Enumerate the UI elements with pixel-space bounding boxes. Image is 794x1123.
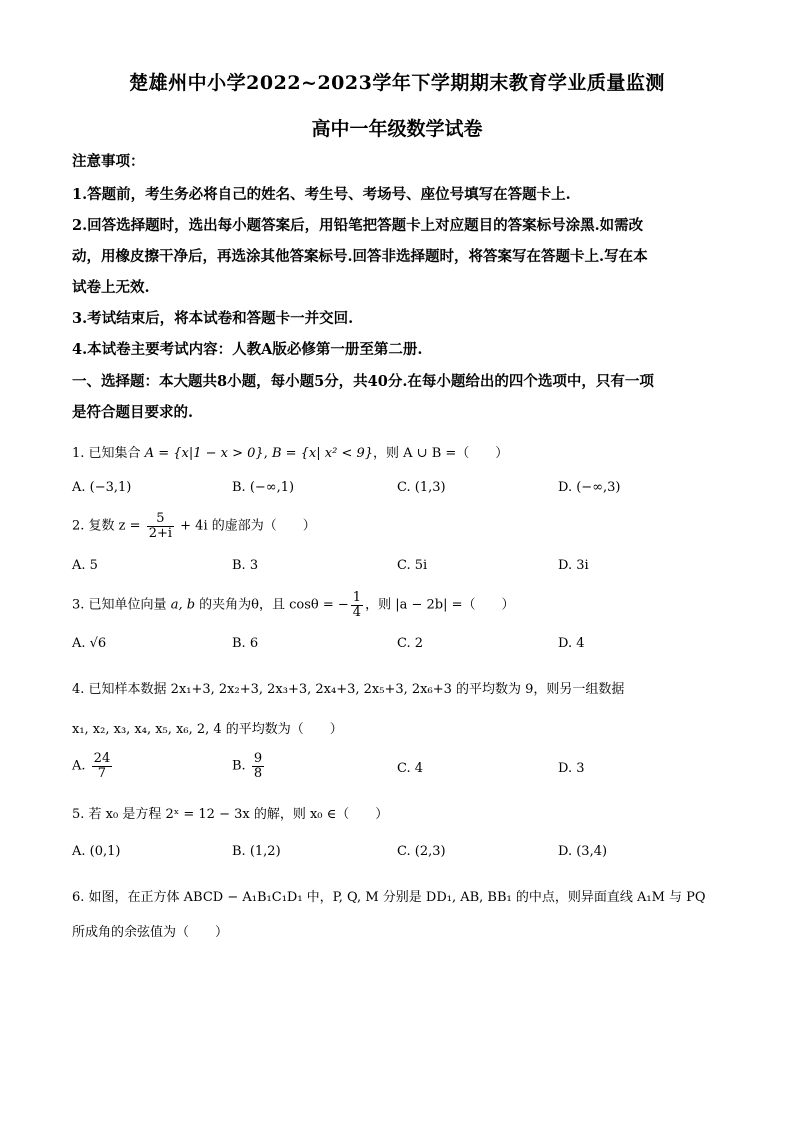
note-2-text-b: 动，用橡皮擦干净后，再选涂其他答案标号.回答非选择题时，将答案写在答题卡上.写在本 [72,248,648,265]
q2-prefix: 2. 复数 z = [72,518,141,534]
question-4-line2: x₁, x₂, x₃, x₄, x₅, x₆, 2, 4 的平均数为（ ） [72,722,343,737]
question-1: 1. 已知集合 A = {x|1 − x > 0}, B = {x| x² < 9}，则 A ∪ B =（ ） [72,446,509,461]
note-2-line2 [72,245,648,266]
q2-option-a: A. 5 [72,558,98,573]
q4-option-b-num: 9 [253,751,263,766]
question-6-line1: 6. 如图，在正方体 ABCD − A₁B₁C₁D₁ 中，P, Q, M 分别是 DD₁, AB, BB₁ 的中点，则异面直线 A₁M 与 PQ [72,890,706,905]
q4-option-b [232,752,266,780]
q1-set-b: B = {x| x² < 9} [271,446,374,461]
q2-denominator: 2+i [148,525,173,541]
q1-option-d: D. (−∞,3) [558,480,621,495]
q2-suffix: 的虚部为（ ） [211,518,316,534]
note-3 [72,307,353,328]
q2-mid: + 4i [180,518,208,534]
q3-denominator: 4 [352,604,362,620]
note-2-line1 [72,214,643,235]
q4-option-b-den: 8 [253,765,263,781]
q4-option-d: D. 3 [558,761,585,776]
question-3 [72,591,515,619]
q3-option-a: A. √6 [72,636,107,651]
note-4-text: 4.本试卷主要考试内容：人教A版必修第一册至第二册. [72,341,423,358]
note-2-line3 [72,276,150,297]
q2-fraction [147,512,174,540]
q1-option-b: B. (−∞,1) [232,480,295,495]
q3-prefix: 3. 已知单位向量 [72,597,167,613]
notes-heading: 注意事项： [72,153,145,170]
question-6-line2: 所成角的余弦值为（ ） [72,925,229,940]
q3-option-d: D. 4 [558,636,585,651]
q3-option-b: B. 6 [232,636,259,651]
q1-set-a: A = {x|1 − x > 0} [144,446,264,461]
q3-suffix: ，则 |a − 2b| =（ ） [365,597,515,613]
q2-option-d: D. 3i [558,558,589,573]
question-4-line1: 4. 已知样本数据 2x₁+3, 2x₂+3, 2x₃+3, 2x₄+3, 2x₅+3, 2x₆+3 的平均数为 9，则另一组数据 [72,682,625,697]
q4-option-a-label: A. [72,758,86,774]
note-4 [72,338,422,359]
q5-option-a: A. (0,1) [72,844,121,859]
q4-option-b-fraction [252,752,264,780]
exam-subtitle: 高中一年级数学试卷 [311,118,483,140]
note-2-text-c: 试卷上无效. [72,279,150,296]
question-5: 5. 若 x₀ 是方程 2ˣ = 12 − 3x 的解，则 x₀ ∈（ ） [72,807,389,822]
q5-option-b: B. (1,2) [232,844,281,859]
q2-option-c: C. 5i [397,558,428,573]
q3-fraction [351,591,363,619]
note-1 [72,183,571,204]
question-2 [72,512,316,540]
q3-vectors: a, b [170,597,196,613]
q1-option-c: C. (1,3) [397,480,446,495]
exam-title: 楚雄州中小学2022~2023学年下学期期末教育学业质量监测 [129,72,665,94]
note-3-text: 3.考试结束后，将本试卷和答题卡一并交回. [72,310,354,327]
section-heading-line2: 是符合题目要求的. [72,404,194,421]
q3-option-c: C. 2 [397,636,424,651]
note-1-text: 1.答题前，考生务必将自己的姓名、考生号、考场号、座位号填写在答题卡上. [72,186,571,203]
q4-option-b-label: B. [232,758,246,774]
q5-option-c: C. (2,3) [397,844,446,859]
q1-option-a: A. (−3,1) [72,480,132,495]
q4-option-c: C. 4 [397,761,424,776]
q4-option-a-den: 7 [97,765,107,781]
q4-option-a-num: 24 [93,751,111,766]
q3-mid: 的夹角为θ，且 cosθ = − [199,597,349,613]
note-2-text-a: 2.回答选择题时，选出每小题答案后，用铅笔把答题卡上对应题目的答案标号涂黑.如需改 [72,217,644,234]
q1-prefix: 1. 已知集合 [72,446,141,461]
q4-option-a-fraction [92,752,113,780]
q2-option-b: B. 3 [232,558,259,573]
q5-option-d: D. (3,4) [558,844,608,859]
q2-numerator: 5 [147,512,174,527]
q3-numerator: 1 [352,590,362,605]
section-heading-line1: 一、选择题：本大题共8小题，每小题5分，共40分.在每小题给出的四个选项中，只有一项 [72,373,654,390]
q4-option-a [72,752,114,780]
q1-suffix: ，则 A ∪ B =（ ） [373,446,509,461]
